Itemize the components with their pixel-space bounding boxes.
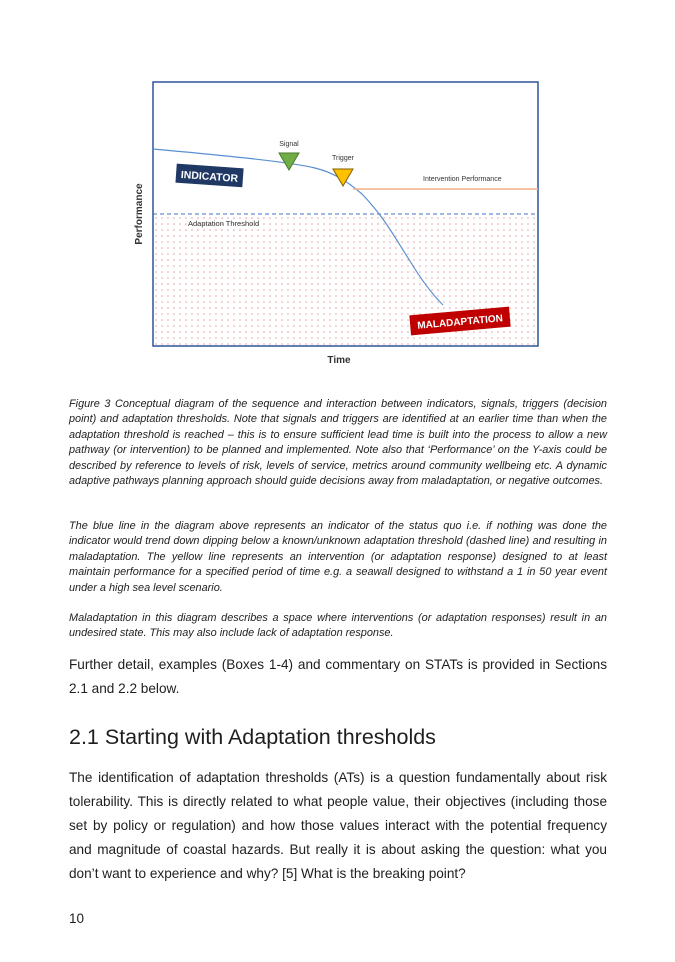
figure-caption: Figure 3 Conceptual diagram of the sequence and interaction between indicators, signals, triggers (decision point) and adaptation thresholds. Note that signals and triggers are identified at an earlier time than when the adaptation threshold is reached – this is to ensure sufficient lead time is built into the process to allow a new pathway (or intervention) to be planned and implemented. Note also that ‘Performance’ on the Y-axis could be described by reference to levels of risk, levels of service, metrics around community wellbeing etc. A dynamic adaptive pathways planning approach should guide decisions away from maladaptation, or negative outcomes. xyxy=(69,398,607,488)
intervention-performance-label: Intervention Performance xyxy=(423,176,502,183)
maladaptation-badge-label: MALADAPTATION xyxy=(416,313,504,332)
adaptation-threshold-label: Adaptation Threshold xyxy=(188,219,260,228)
figure-caption-note-maladaptation: Maladaptation in this diagram describes a space where interventions (or adaptation responses) result in an undesired state. This may also include lack of adaptation response. xyxy=(69,612,607,640)
page-number: 10 xyxy=(69,911,85,926)
trigger-label: Trigger xyxy=(332,155,354,162)
signal-label: Signal xyxy=(279,141,299,148)
conceptual-diagram xyxy=(130,78,550,373)
indicator-badge-label: INDICATOR xyxy=(180,168,239,185)
body-paragraph-further-detail: Further detail, examples (Boxes 1-4) and commentary on STATs is provided in Sections 2.1 and 2.2 below. xyxy=(69,657,607,696)
signal-marker xyxy=(279,153,299,170)
indicator-badge xyxy=(175,164,243,188)
diagram-canvas xyxy=(130,78,550,373)
y-axis-label: Performance xyxy=(134,183,145,245)
figure-caption-note-blue-line: The blue line in the diagram above represents an indicator of the status quo i.e. if nothing was done the indicator would trend down dipping below a known/unknown adaptation threshold (dashed line) and resulting in maladaptation. The yellow line represents an intervention (or adaptation response) designed to at least maintain performance for a specified period of time e.g. a seawall designed to withstand a 1 in 50 year event under a high sea level scenario. xyxy=(69,520,607,594)
section-heading: 2.1 Starting with Adaptation thresholds xyxy=(69,725,436,749)
body-paragraph-adaptation-thresholds: The identification of adaptation thresholds (ATs) is a question fundamentally about risk tolerability. This is directly related to what people value, their objectives (including those set by policy or regulation) and how those values interact with the potential frequency and magnitude of coastal hazards. But really it is about asking the question: what you don’t want to experience and why? [5] What is the breaking point? xyxy=(69,770,607,881)
x-axis-label: Time xyxy=(327,355,351,366)
trigger-marker xyxy=(333,169,353,186)
